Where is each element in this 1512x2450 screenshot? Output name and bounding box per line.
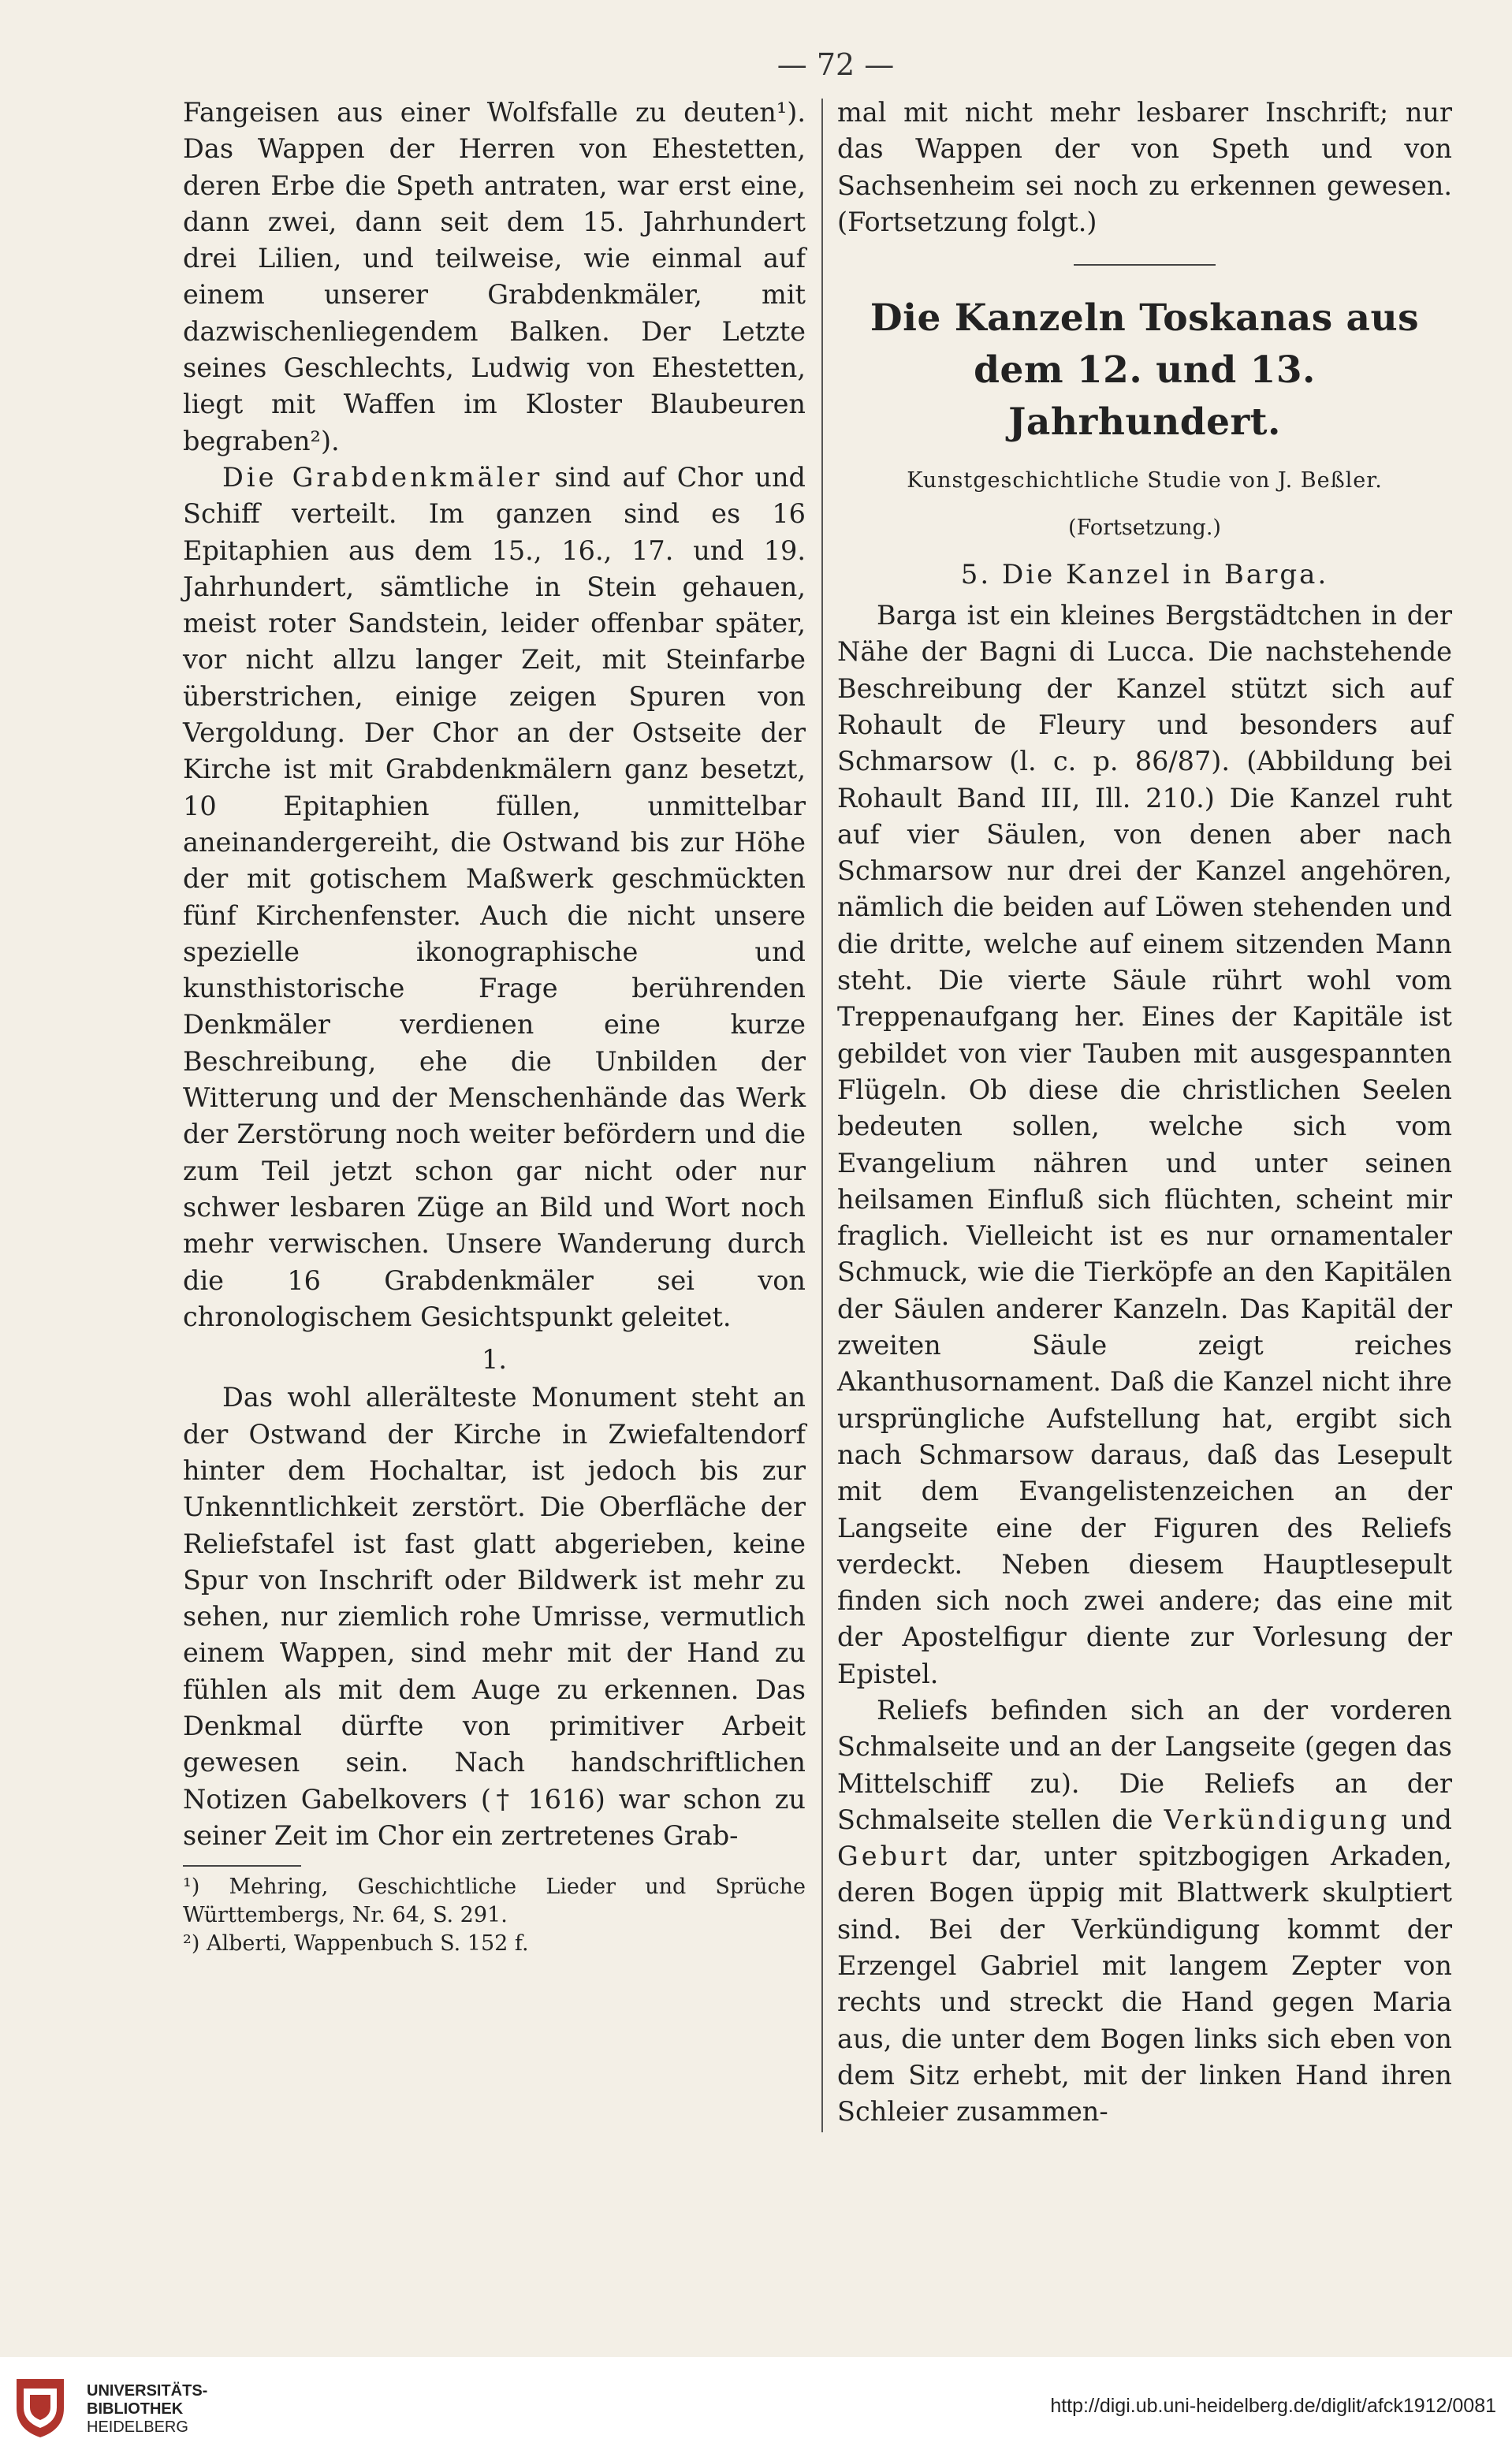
source-url-link[interactable]: http://digi.ub.uni-heidelberg.de/diglit/afck1912/0081 — [1050, 2395, 1496, 2417]
spaced-term: Die Grabdenkmäler — [222, 461, 543, 493]
article-subtitle: Kunstgeschichtliche Studie von J. Beßler. — [907, 468, 1383, 493]
footer-bar — [0, 2357, 1512, 2450]
right-column — [837, 95, 1452, 2131]
right-paragraph-3-c: dar, unter spitzbogigen Arkaden, deren Bogen üppig mit Blattwerk skulptiert sind. Bei der Verkündigung kommt der Erzengel Gabriel mit langem Zepter von rechts und streckt die Hand gegen Maria aus, die unter dem Bogen links sich eben von dem Sitz erhebt, mit der linken Hand ihren Schleier zusammen- — [837, 1841, 1452, 2128]
right-paragraph-3-a: Reliefs befinden sich an der vorderen Schmalseite und an der Langseite (gegen das Mittelschiff zu). Die Reliefs an der Schmalseite stellen die — [837, 1694, 1452, 1835]
library-name — [87, 2382, 207, 2437]
right-paragraph-2: Barga ist ein kleines Bergstädtchen in der Nähe der Bagni di Lucca. Die nachstehende Beschreibung der Kanzel stützt sich auf Rohault de Fleury und besonders auf Schmarsow (l. c. p. 86/87). (Abbildung bei Rohault Band III, Ill. 210.) Die Kanzel ruht auf vier Säulen, von denen aber nach Schmarsow nur drei der Kanzel angehören, nämlich die beiden auf Löwen stehenden und die dritte, welche auf einem sitzenden Mann steht. Die vierte Säule rührt wohl vom Treppenaufgang her. Eines der Kapitäle ist gebildet von vier Tauben mit ausgespannten Flügeln. Ob diese die christlichen Seelen bedeuten sollen, welche sich vom Evangelium nähren und unter seinen heilsamen Einfluß sich flüchten, scheint mir fraglich. Vielleicht ist es nur ornamentaler Schmuck, wie die Tierköpfe an den Kapitälen der Säulen anderer Kanzeln. Das Kapitäl der zweiten Säule zeigt reiches Akanthusornament. Daß die Kanzel nicht ihre ursprüngliche Aufstellung hat, ergibt sich nach Schmarsow daraus, daß das Lesepult mit dem Evangelistenzeichen an der Langseite eine der Figuren des Reliefs verdeckt. Neben diesem Hauptlesepult finden sich noch zwei andere; das eine mit der Apostelfigur diente zur Vorlesung der Epistel. — [837, 600, 1452, 1689]
spaced-term-geburt: Geburt — [837, 1841, 951, 1872]
left-paragraph-1: Fangeisen aus einer Wolfsfalle zu deuten¹). Das Wappen der Herren von Ehestetten, deren Erbe die Speth antraten, war erst eine, dann zwei, dann seit dem 15. Jahrhundert drei Lilien, und teilweise, wie einmal auf einem unserer Grabdenkmäler, mit dazwischenliegendem Balken. Der Letzte seines Geschlechts, Ludwig von Ehestetten, liegt mit Waffen im Kloster Blaubeuren begraben²). — [183, 97, 806, 456]
spaced-term-verkuendigung: Verkündigung — [1164, 1804, 1391, 1835]
right-paragraph-1: mal mit nicht mehr lesbarer Inschrift; nur das Wappen der von Speth und von Sachsenheim sei noch zu erkennen gewesen. (Fortsetzung folgt.) — [837, 97, 1452, 237]
article-title: Die Kanzeln Toskanas aus dem 12. und 13. Jahrhundert. — [870, 296, 1420, 445]
library-name-line-1: UNIVERSITÄTS- — [87, 2382, 208, 2400]
continuation-note: (Fortsetzung.) — [1068, 516, 1221, 541]
page-number: — 72 — — [776, 47, 895, 82]
right-paragraph-3-b: und — [1390, 1804, 1452, 1835]
section-number: 1. — [482, 1344, 507, 1376]
library-name-line-2: BIBLIOTHEK — [87, 2400, 184, 2418]
right-paragraph-3 — [837, 1692, 1452, 2131]
footnote-2: ²) Alberti, Wappenbuch S. 152 f. — [183, 1931, 529, 1957]
left-paragraph-2-text: sind auf Chor und Schiff verteilt. Im ganzen sind es 16 Epitaphien aus dem 15., 16., 17. und 19. Jahrhundert, sämtliche in Stein gehauen, meist roter Sandstein, leider offenbar später, vor nicht allzu langer Zeit, mit Steinfarbe überstrichen, einige zeigen Spuren von Vergoldung. Der Chor an der Ostseite der Kirche ist mit Grabdenkmälern ganz besetzt, 10 Epitaphien füllen, unmittelbar aneinandergereiht, die Ostwand bis zur Höhe der mit gotischem Maßwerk geschmückten fünf Kirchenfenster. Auch die nicht unsere spezielle ikonographische und kunsthistorische Frage berührenden Denkmäler verdienen eine kurze Beschreibung, ehe die Unbilden der Witterung und der Menschenhände das Werk der Zerstörung noch weiter befördern und die zum Teil jetzt schon gar nicht oder nur schwer lesbaren Züge an Bild und Wort noch mehr verwischen. Unsere Wanderung durch die 16 Grabdenkmäler sei von chronologischem Gesichtspunkt geleitet. — [183, 461, 806, 1332]
footnote-1: ¹) Mehring, Geschichtliche Lieder und Sprüche Württembergs, Nr. 64, S. 291. — [183, 1875, 806, 1928]
left-paragraph-2 — [183, 460, 806, 1335]
footnote-divider — [183, 1865, 301, 1867]
library-name-line-3: HEIDELBERG — [87, 2418, 188, 2436]
left-column — [183, 95, 806, 1958]
column-divider — [821, 99, 823, 2132]
article-divider — [1074, 264, 1216, 266]
left-paragraph-3: Das wohl allerälteste Monument steht an der Ostwand der Kirche in Zwiefaltendorf hinter dem Hochaltar, ist jedoch bis zur Unkenntlichkeit zerstört. Die Oberfläche der Reliefstafel ist fast glatt abgerieben, keine Spur von Inschrift oder Bildwerk ist mehr zu sehen, nur ziemlich rohe Umrisse, vermutlich einem Wappen, sind mehr mit der Hand zu fühlen als mit dem Auge zu erkennen. Das Denkmal dürfte von primitiver Arbeit gewesen sein. Nach handschriftlichen Notizen Gabelkovers († 1616) war schon zu seiner Zeit im Chor ein zertretenes Grab- — [183, 1382, 806, 1851]
section-heading: 5. Die Kanzel in Barga. — [960, 558, 1329, 590]
university-library-logo-icon — [13, 2373, 68, 2441]
